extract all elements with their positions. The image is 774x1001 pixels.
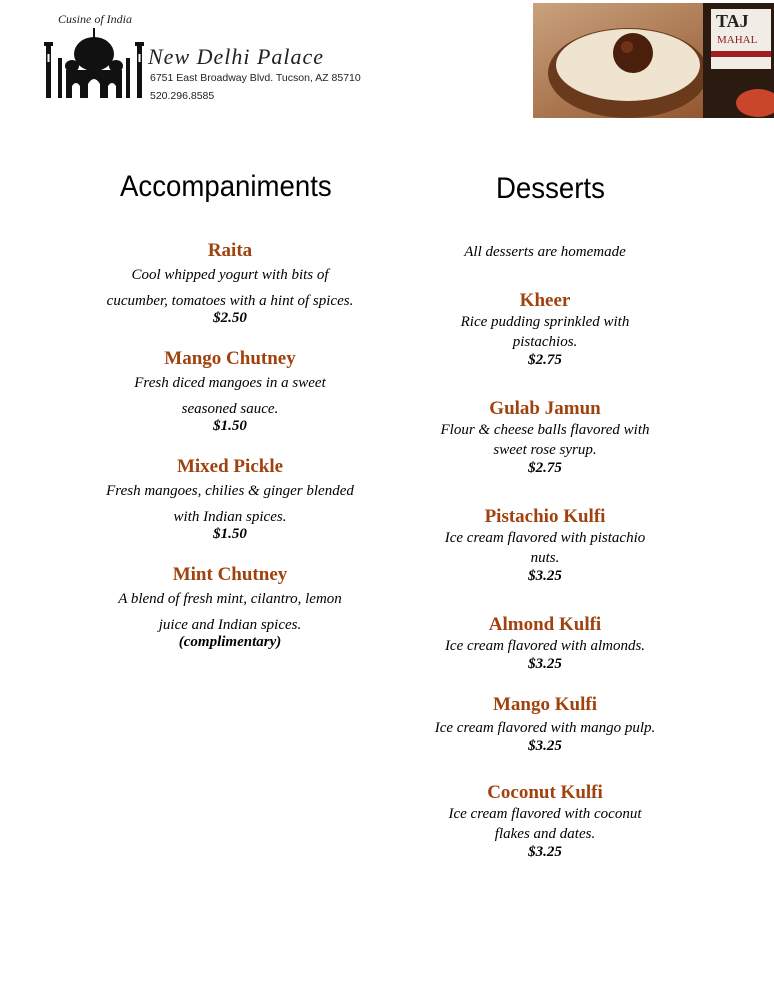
item-description: Cool whipped yogurt with bits of <box>131 267 329 283</box>
item-description: sweet rose syrup. <box>493 442 597 458</box>
item-description: A blend of fresh mint, cilantro, lemon <box>118 591 342 607</box>
item-name: Almond Kulfi <box>488 614 602 635</box>
menu-item <box>70 456 390 543</box>
tagline: Cusine of India <box>58 12 132 26</box>
item-description: Fresh mangoes, chilies & ginger blended <box>106 483 354 499</box>
item-price: $3.25 <box>528 738 562 754</box>
menu-item <box>395 782 695 861</box>
item-description: cucumber, tomatoes with a hint of spices. <box>106 293 354 309</box>
item-name: Coconut Kulfi <box>487 782 603 803</box>
photo-label-taj: TAJ <box>716 11 749 31</box>
item-description: with Indian spices. <box>173 509 287 525</box>
menu-item <box>395 694 695 755</box>
item-name: Mango Chutney <box>164 348 296 369</box>
item-price: $3.25 <box>528 844 562 860</box>
menu-item <box>395 614 695 673</box>
item-description: Fresh diced mangoes in a sweet <box>134 375 326 391</box>
item-description: pistachios. <box>512 334 578 350</box>
address: 6751 East Broadway Blvd. Tucson, AZ 85710 <box>150 72 361 84</box>
desserts-title: Desserts <box>496 172 605 205</box>
item-description: Ice cream flavored with coconut <box>448 806 642 822</box>
item-price: $2.75 <box>528 460 562 476</box>
item-price: (complimentary) <box>178 634 282 650</box>
item-name: Raita <box>207 240 253 261</box>
menu-item <box>70 564 390 651</box>
item-description: Ice cream flavored with almonds. <box>444 638 646 654</box>
item-price: $1.50 <box>213 526 247 542</box>
item-description: flakes and dates. <box>494 826 596 842</box>
menu-item <box>395 398 695 477</box>
item-description: Flour & cheese balls flavored with <box>440 422 650 438</box>
item-price: $2.50 <box>213 310 247 326</box>
item-description: nuts. <box>530 550 560 566</box>
item-description: juice and Indian spices. <box>158 617 302 633</box>
item-name: Mango Kulfi <box>493 694 597 715</box>
phone-number: 520.296.8585 <box>150 90 215 102</box>
menu-item <box>70 240 390 327</box>
item-description: Ice cream flavored with mango pulp. <box>434 720 656 736</box>
desserts-note: All desserts are homemade <box>464 244 626 260</box>
item-name: Kheer <box>519 290 571 311</box>
item-description: Ice cream flavored with pistachio <box>444 530 646 546</box>
photo-label-mahal: MAHAL <box>717 34 758 46</box>
item-price: $1.50 <box>213 418 247 434</box>
item-description: seasoned sauce. <box>181 401 279 417</box>
menu-item <box>395 506 695 585</box>
item-name: Gulab Jamun <box>489 398 601 419</box>
menu-item <box>395 290 695 369</box>
item-name: Mint Chutney <box>172 564 288 585</box>
item-price: $2.75 <box>528 352 562 368</box>
food-photo <box>533 3 774 118</box>
item-name: Mixed Pickle <box>176 456 284 477</box>
item-price: $3.25 <box>528 568 562 584</box>
accompaniments-title: Accompaniments <box>120 170 332 203</box>
item-name: Pistachio Kulfi <box>484 506 606 527</box>
menu-item <box>70 348 390 435</box>
restaurant-name: New Delhi Palace <box>148 44 325 69</box>
item-price: $3.25 <box>528 656 562 672</box>
item-description: Rice pudding sprinkled with <box>460 314 630 330</box>
